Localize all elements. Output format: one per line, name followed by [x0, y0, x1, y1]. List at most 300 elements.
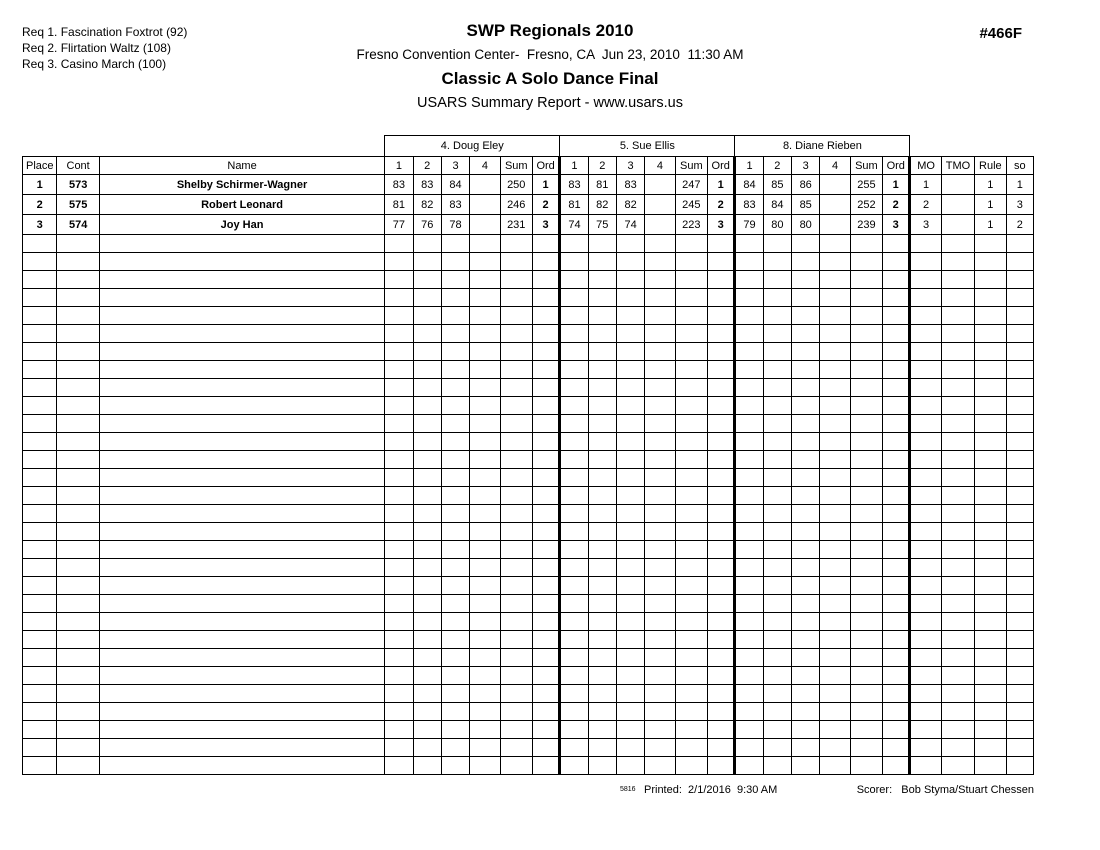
- empty-cell: [792, 343, 820, 361]
- empty-cell: [850, 649, 882, 667]
- empty-cell: [975, 685, 1006, 703]
- empty-cell: [941, 613, 974, 631]
- empty-cell: [413, 343, 441, 361]
- empty-cell: [57, 307, 99, 325]
- empty-cell: [57, 667, 99, 685]
- empty-cell: [413, 325, 441, 343]
- empty-cell: [763, 307, 791, 325]
- empty-cell: [500, 631, 532, 649]
- empty-cell: [883, 631, 910, 649]
- empty-cell: [385, 415, 413, 433]
- ordinal-cell: 1: [708, 175, 735, 195]
- column-header: 4: [470, 157, 500, 175]
- empty-cell: [560, 577, 588, 595]
- tmo-cell: [941, 195, 974, 215]
- empty-cell: [708, 631, 735, 649]
- sum-cell: 245: [675, 195, 707, 215]
- skater-name-cell: Joy Han: [99, 215, 384, 235]
- score-cell: 82: [616, 195, 644, 215]
- empty-cell: [385, 505, 413, 523]
- empty-cell: [532, 307, 559, 325]
- empty-cell: [763, 235, 791, 253]
- empty-row: [23, 541, 1034, 559]
- empty-cell: [441, 253, 469, 271]
- empty-cell: [532, 271, 559, 289]
- so-cell: 1: [1006, 175, 1033, 195]
- empty-cell: [441, 595, 469, 613]
- empty-cell: [23, 307, 57, 325]
- empty-cell: [532, 289, 559, 307]
- empty-cell: [441, 397, 469, 415]
- empty-cell: [883, 559, 910, 577]
- score-cell: 84: [441, 175, 469, 195]
- empty-cell: [910, 757, 941, 775]
- empty-cell: [792, 685, 820, 703]
- empty-cell: [792, 487, 820, 505]
- score-cell: 75: [588, 215, 616, 235]
- empty-cell: [500, 271, 532, 289]
- rule-cell: 1: [975, 215, 1006, 235]
- empty-cell: [588, 397, 616, 415]
- empty-cell: [645, 649, 675, 667]
- empty-cell: [413, 271, 441, 289]
- empty-cell: [708, 397, 735, 415]
- empty-cell: [792, 757, 820, 775]
- empty-cell: [708, 523, 735, 541]
- empty-cell: [850, 505, 882, 523]
- empty-cell: [820, 469, 850, 487]
- empty-cell: [675, 523, 707, 541]
- empty-cell: [941, 343, 974, 361]
- empty-cell: [675, 703, 707, 721]
- empty-cell: [1006, 595, 1033, 613]
- score-cell: 83: [616, 175, 644, 195]
- column-header: Name: [99, 157, 384, 175]
- empty-row: [23, 721, 1034, 739]
- empty-cell: [850, 559, 882, 577]
- score-cell: [470, 175, 500, 195]
- empty-cell: [560, 685, 588, 703]
- empty-row: [23, 235, 1034, 253]
- sum-cell: 246: [500, 195, 532, 215]
- empty-cell: [645, 361, 675, 379]
- empty-cell: [413, 235, 441, 253]
- empty-cell: [99, 667, 384, 685]
- empty-cell: [441, 271, 469, 289]
- empty-cell: [883, 739, 910, 757]
- empty-cell: [385, 739, 413, 757]
- empty-cell: [975, 343, 1006, 361]
- empty-cell: [792, 433, 820, 451]
- empty-cell: [413, 523, 441, 541]
- empty-cell: [470, 685, 500, 703]
- empty-cell: [792, 415, 820, 433]
- empty-cell: [616, 667, 644, 685]
- report-footer: [22, 784, 1034, 798]
- empty-cell: [675, 631, 707, 649]
- column-header: Sum: [675, 157, 707, 175]
- empty-cell: [23, 325, 57, 343]
- so-cell: 3: [1006, 195, 1033, 215]
- empty-cell: [500, 415, 532, 433]
- empty-row: [23, 595, 1034, 613]
- empty-cell: [57, 541, 99, 559]
- empty-cell: [708, 361, 735, 379]
- empty-row: [23, 505, 1034, 523]
- empty-cell: [975, 523, 1006, 541]
- empty-cell: [470, 649, 500, 667]
- empty-cell: [99, 721, 384, 739]
- empty-cell: [500, 739, 532, 757]
- empty-cell: [385, 271, 413, 289]
- empty-cell: [735, 361, 763, 379]
- mo-cell: 1: [910, 175, 941, 195]
- empty-cell: [645, 253, 675, 271]
- empty-cell: [883, 649, 910, 667]
- empty-cell: [385, 595, 413, 613]
- empty-cell: [99, 361, 384, 379]
- empty-cell: [560, 415, 588, 433]
- empty-cell: [441, 433, 469, 451]
- empty-cell: [57, 559, 99, 577]
- empty-cell: [1006, 487, 1033, 505]
- empty-cell: [532, 451, 559, 469]
- column-header: Sum: [500, 157, 532, 175]
- empty-cell: [883, 757, 910, 775]
- empty-cell: [23, 577, 57, 595]
- empty-cell: [57, 757, 99, 775]
- empty-cell: [645, 307, 675, 325]
- empty-cell: [500, 361, 532, 379]
- empty-cell: [735, 433, 763, 451]
- empty-cell: [413, 559, 441, 577]
- empty-cell: [850, 415, 882, 433]
- empty-cell: [441, 505, 469, 523]
- empty-cell: [763, 739, 791, 757]
- empty-cell: [588, 685, 616, 703]
- empty-cell: [23, 433, 57, 451]
- empty-cell: [413, 649, 441, 667]
- empty-cell: [735, 721, 763, 739]
- empty-cell: [23, 397, 57, 415]
- empty-cell: [616, 397, 644, 415]
- empty-cell: [675, 649, 707, 667]
- empty-cell: [675, 235, 707, 253]
- empty-cell: [470, 703, 500, 721]
- contestant-number-cell: 573: [57, 175, 99, 195]
- empty-cell: [820, 613, 850, 631]
- empty-cell: [910, 631, 941, 649]
- empty-row: [23, 631, 1034, 649]
- empty-cell: [975, 361, 1006, 379]
- empty-cell: [645, 631, 675, 649]
- empty-cell: [532, 757, 559, 775]
- place-cell: 3: [23, 215, 57, 235]
- empty-cell: [99, 559, 384, 577]
- empty-cell: [616, 307, 644, 325]
- empty-row: [23, 307, 1034, 325]
- empty-cell: [99, 613, 384, 631]
- empty-cell: [532, 523, 559, 541]
- empty-cell: [792, 451, 820, 469]
- empty-cell: [941, 433, 974, 451]
- empty-cell: [941, 649, 974, 667]
- empty-cell: [883, 235, 910, 253]
- empty-cell: [941, 541, 974, 559]
- empty-cell: [941, 559, 974, 577]
- empty-cell: [975, 451, 1006, 469]
- empty-cell: [413, 667, 441, 685]
- empty-cell: [792, 361, 820, 379]
- column-header: Ord: [532, 157, 559, 175]
- empty-cell: [708, 721, 735, 739]
- score-cell: [820, 175, 850, 195]
- empty-cell: [645, 667, 675, 685]
- empty-cell: [910, 469, 941, 487]
- empty-row: [23, 469, 1034, 487]
- empty-cell: [910, 361, 941, 379]
- empty-cell: [850, 469, 882, 487]
- requirement-line: Req 3. Casino March (100): [22, 57, 167, 71]
- empty-cell: [792, 523, 820, 541]
- empty-cell: [735, 613, 763, 631]
- empty-cell: [910, 379, 941, 397]
- empty-cell: [645, 469, 675, 487]
- empty-cell: [763, 451, 791, 469]
- score-cell: [820, 215, 850, 235]
- empty-cell: [413, 703, 441, 721]
- empty-cell: [850, 397, 882, 415]
- empty-row: [23, 649, 1034, 667]
- empty-cell: [441, 577, 469, 595]
- empty-cell: [708, 667, 735, 685]
- column-header: 4: [645, 157, 675, 175]
- empty-cell: [763, 685, 791, 703]
- empty-cell: [470, 343, 500, 361]
- empty-cell: [763, 397, 791, 415]
- empty-cell: [99, 487, 384, 505]
- empty-cell: [763, 541, 791, 559]
- empty-cell: [500, 325, 532, 343]
- empty-cell: [708, 505, 735, 523]
- judge-name-box: 5. Sue Ellis: [560, 136, 735, 157]
- score-cell: 83: [413, 175, 441, 195]
- empty-cell: [735, 703, 763, 721]
- empty-cell: [616, 559, 644, 577]
- empty-cell: [588, 253, 616, 271]
- empty-cell: [820, 685, 850, 703]
- empty-cell: [675, 487, 707, 505]
- empty-cell: [675, 469, 707, 487]
- empty-cell: [941, 667, 974, 685]
- contestant-number-cell: 574: [57, 215, 99, 235]
- empty-cell: [385, 469, 413, 487]
- empty-cell: [820, 343, 850, 361]
- empty-cell: [99, 235, 384, 253]
- empty-cell: [763, 523, 791, 541]
- empty-cell: [441, 613, 469, 631]
- empty-cell: [708, 739, 735, 757]
- empty-cell: [645, 523, 675, 541]
- empty-cell: [57, 703, 99, 721]
- empty-cell: [413, 613, 441, 631]
- empty-cell: [413, 541, 441, 559]
- empty-cell: [792, 307, 820, 325]
- empty-cell: [975, 397, 1006, 415]
- empty-cell: [588, 721, 616, 739]
- empty-cell: [616, 685, 644, 703]
- empty-cell: [820, 325, 850, 343]
- empty-cell: [23, 739, 57, 757]
- empty-cell: [616, 361, 644, 379]
- empty-row: [23, 433, 1034, 451]
- empty-cell: [560, 451, 588, 469]
- empty-cell: [99, 253, 384, 271]
- empty-cell: [470, 559, 500, 577]
- empty-cell: [675, 595, 707, 613]
- scorer-credit: Scorer: Bob Styma/Stuart Chessen: [856, 784, 1034, 796]
- empty-cell: [763, 379, 791, 397]
- empty-cell: [645, 703, 675, 721]
- empty-cell: [560, 343, 588, 361]
- empty-cell: [910, 505, 941, 523]
- empty-cell: [57, 469, 99, 487]
- empty-cell: [588, 523, 616, 541]
- empty-cell: [792, 397, 820, 415]
- empty-cell: [385, 721, 413, 739]
- empty-cell: [560, 325, 588, 343]
- empty-row: [23, 253, 1034, 271]
- judge-name-box: 4. Doug Eley: [385, 136, 560, 157]
- empty-cell: [941, 577, 974, 595]
- score-cell: [470, 215, 500, 235]
- empty-cell: [975, 487, 1006, 505]
- empty-cell: [99, 397, 384, 415]
- empty-cell: [975, 649, 1006, 667]
- score-cell: 81: [385, 195, 413, 215]
- empty-cell: [735, 757, 763, 775]
- empty-cell: [23, 415, 57, 433]
- empty-cell: [883, 523, 910, 541]
- empty-cell: [57, 631, 99, 649]
- empty-cell: [616, 505, 644, 523]
- empty-cell: [941, 631, 974, 649]
- empty-cell: [616, 487, 644, 505]
- rule-cell: 1: [975, 195, 1006, 215]
- empty-cell: [820, 397, 850, 415]
- empty-cell: [616, 379, 644, 397]
- empty-cell: [560, 631, 588, 649]
- ordinal-cell: 3: [708, 215, 735, 235]
- empty-cell: [975, 721, 1006, 739]
- empty-cell: [675, 451, 707, 469]
- empty-cell: [441, 523, 469, 541]
- empty-cell: [588, 379, 616, 397]
- empty-cell: [470, 667, 500, 685]
- empty-cell: [470, 451, 500, 469]
- empty-cell: [675, 505, 707, 523]
- empty-cell: [532, 559, 559, 577]
- column-header: 3: [441, 157, 469, 175]
- empty-cell: [23, 631, 57, 649]
- empty-cell: [57, 577, 99, 595]
- column-header: 1: [385, 157, 413, 175]
- empty-cell: [588, 703, 616, 721]
- empty-cell: [910, 667, 941, 685]
- empty-cell: [708, 757, 735, 775]
- empty-cell: [99, 343, 384, 361]
- empty-cell: [735, 289, 763, 307]
- empty-cell: [500, 541, 532, 559]
- empty-cell: [675, 667, 707, 685]
- empty-cell: [975, 271, 1006, 289]
- empty-cell: [500, 307, 532, 325]
- empty-cell: [1006, 559, 1033, 577]
- empty-cell: [532, 415, 559, 433]
- empty-cell: [675, 379, 707, 397]
- empty-cell: [645, 379, 675, 397]
- empty-cell: [910, 307, 941, 325]
- score-cell: 81: [588, 175, 616, 195]
- empty-cell: [441, 451, 469, 469]
- empty-cell: [532, 613, 559, 631]
- column-header: Ord: [883, 157, 910, 175]
- empty-cell: [99, 739, 384, 757]
- score-cell: 85: [792, 195, 820, 215]
- empty-cell: [763, 505, 791, 523]
- empty-cell: [500, 667, 532, 685]
- empty-cell: [820, 433, 850, 451]
- empty-cell: [975, 667, 1006, 685]
- empty-cell: [941, 703, 974, 721]
- empty-cell: [735, 667, 763, 685]
- empty-cell: [975, 757, 1006, 775]
- empty-cell: [1006, 703, 1033, 721]
- empty-cell: [500, 289, 532, 307]
- empty-cell: [57, 379, 99, 397]
- empty-cell: [532, 649, 559, 667]
- empty-cell: [532, 595, 559, 613]
- empty-cell: [941, 523, 974, 541]
- empty-cell: [763, 343, 791, 361]
- empty-cell: [645, 451, 675, 469]
- column-header: 4: [820, 157, 850, 175]
- empty-cell: [910, 433, 941, 451]
- empty-cell: [441, 307, 469, 325]
- empty-cell: [792, 379, 820, 397]
- score-cell: [645, 195, 675, 215]
- empty-cell: [675, 271, 707, 289]
- empty-cell: [850, 523, 882, 541]
- empty-cell: [57, 451, 99, 469]
- empty-cell: [941, 397, 974, 415]
- empty-cell: [441, 685, 469, 703]
- empty-cell: [470, 487, 500, 505]
- empty-cell: [850, 667, 882, 685]
- empty-cell: [99, 325, 384, 343]
- empty-cell: [820, 559, 850, 577]
- empty-cell: [1006, 739, 1033, 757]
- empty-cell: [413, 505, 441, 523]
- empty-cell: [883, 595, 910, 613]
- empty-cell: [23, 559, 57, 577]
- empty-cell: [616, 757, 644, 775]
- empty-cell: [470, 415, 500, 433]
- ordinal-cell: 1: [532, 175, 559, 195]
- empty-cell: [616, 541, 644, 559]
- score-cell: 74: [616, 215, 644, 235]
- empty-cell: [763, 577, 791, 595]
